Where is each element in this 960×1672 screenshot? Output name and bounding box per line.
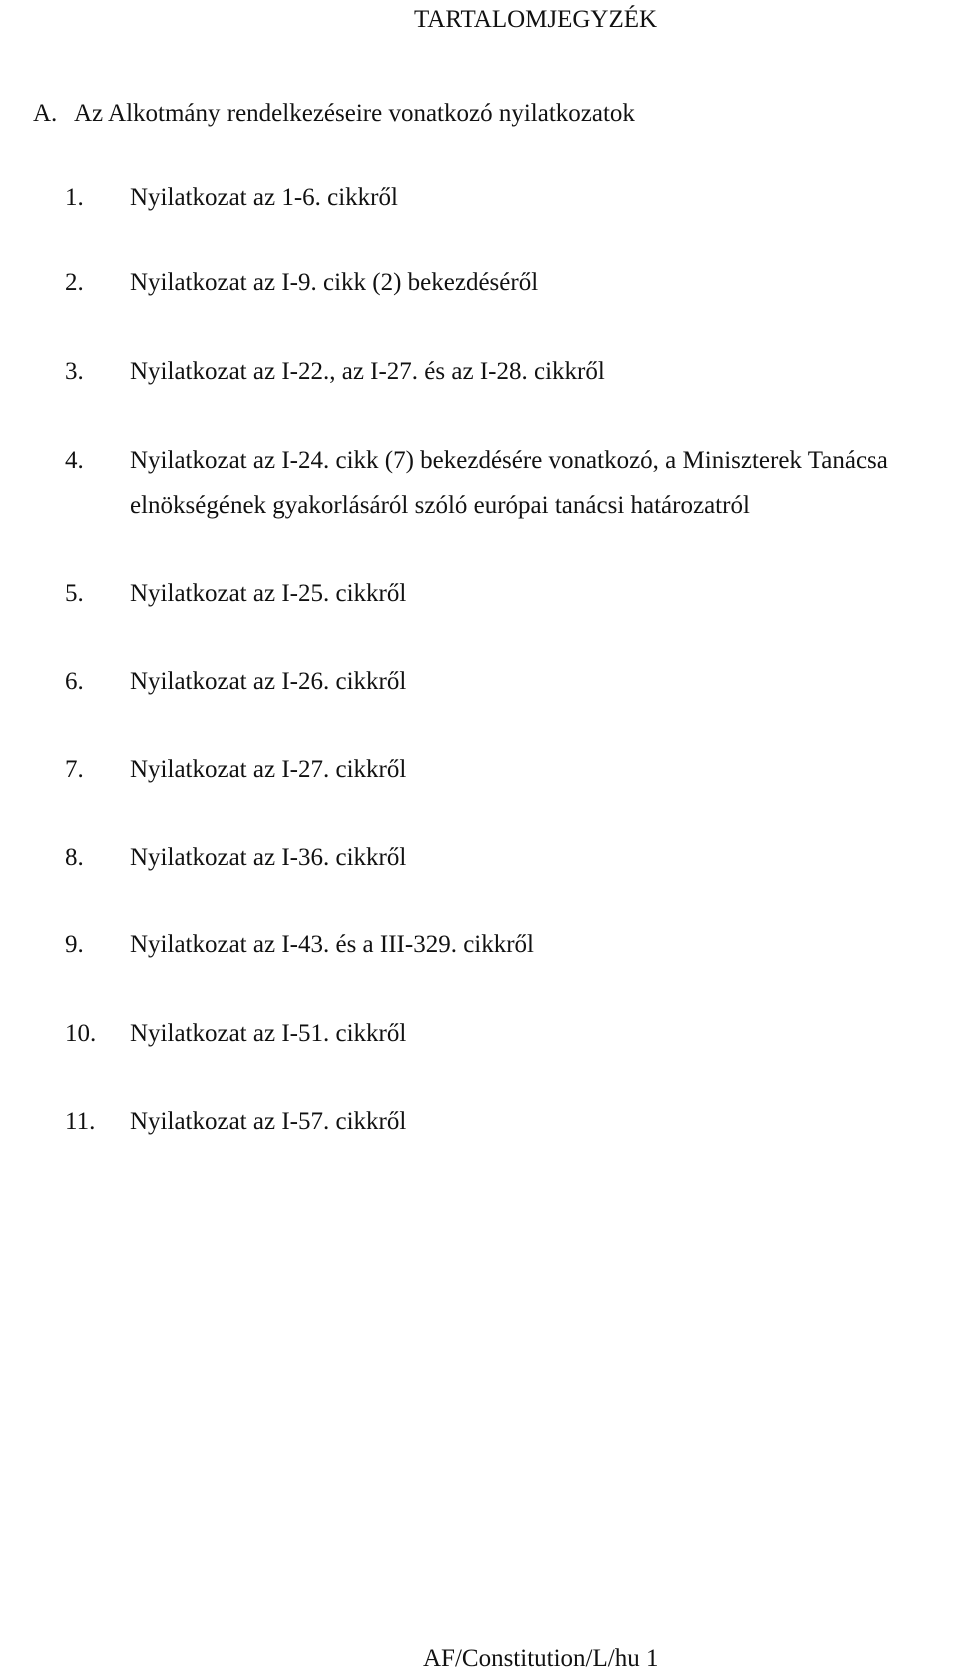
- toc-item-number: 5.: [65, 580, 84, 607]
- toc-item-text: Nyilatkozat az I-36. cikkről: [130, 844, 407, 871]
- toc-item-text: Nyilatkozat az I-27. cikkről: [130, 756, 407, 783]
- toc-item-number: 7.: [65, 756, 84, 783]
- toc-item-text: Nyilatkozat az I-26. cikkről: [130, 668, 407, 695]
- toc-item-number: 4.: [65, 447, 84, 474]
- toc-item-text: Nyilatkozat az I-57. cikkről: [130, 1108, 407, 1135]
- toc-item-text: Nyilatkozat az I-51. cikkről: [130, 1020, 407, 1047]
- toc-item-text: Nyilatkozat az I-24. cikk (7) bekezdésére vonatkozó, a Miniszterek Tanácsa: [130, 447, 888, 474]
- toc-item-text: Nyilatkozat az I-43. és a III-329. cikkről: [130, 931, 535, 958]
- toc-item-text: Nyilatkozat az I-22., az I-27. és az I-28. cikkről: [130, 358, 605, 385]
- page-footer: AF/Constitution/L/hu 1: [423, 1645, 659, 1672]
- toc-item-number: 10.: [65, 1020, 97, 1047]
- toc-item-text: Nyilatkozat az I-9. cikk (2) bekezdéséről: [130, 269, 539, 296]
- toc-item-number: 2.: [65, 269, 84, 296]
- toc-item-number: 1.: [65, 184, 84, 211]
- toc-item-number: 8.: [65, 844, 84, 871]
- section-letter: A.: [33, 100, 58, 127]
- toc-item-number: 9.: [65, 931, 84, 958]
- toc-item-text-continuation: elnökségének gyakorlásáról szóló európai tanácsi határozatról: [130, 492, 750, 519]
- toc-item-text: Nyilatkozat az I-25. cikkről: [130, 580, 407, 607]
- toc-item-number: 3.: [65, 358, 84, 385]
- section-title: Az Alkotmány rendelkezéseire vonatkozó nyilatkozatok: [74, 100, 635, 127]
- toc-item-number: 6.: [65, 668, 84, 695]
- toc-item-text: Nyilatkozat az 1-6. cikkről: [130, 184, 398, 211]
- page-title: TARTALOMJEGYZÉK: [414, 6, 658, 33]
- toc-item-number: 11.: [65, 1108, 96, 1135]
